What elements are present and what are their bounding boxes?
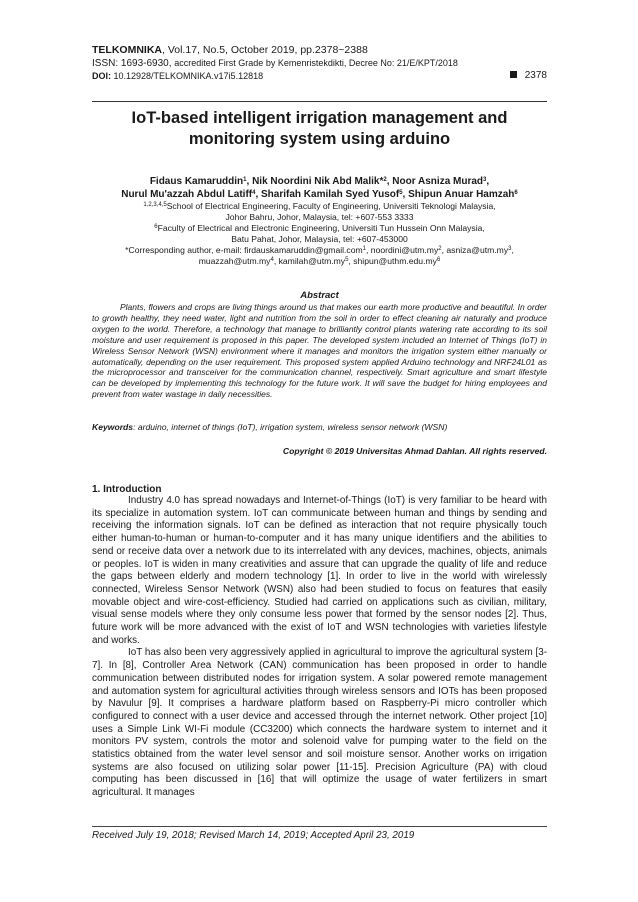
author-6: , Shipun Anuar Hamzah bbox=[402, 189, 515, 200]
author-6-sup: 6 bbox=[514, 190, 518, 196]
email-sup-3: 3 bbox=[508, 246, 512, 253]
abstract-text: Plants, flowers and crops are living things around us that makes our earth more productive and beautiful. In order to growth healthy, they need water, light and nutrition from the soil in order to effect cleaning air naturally and produce oxygen to the world. Therefore, a technology that manage to brilliantly control plants watering rate according to its soil moisture and user requirement is proposed in this paper. The developed system included an Internet of Things (IoT) in Wireless Sensor Network (WSN) environment where it manages and monitors the irrigation system either manually or automatically, depending on the user requirement. This proposed system applied Arduino technology and NRF24L01 as the microprocessor and transceiver for the communication channel, respectively. Smart agriculture and smart lifestyle can be developed by implementing this technology for the future work. It will save the budget for hiring employees and prevent from water wastage in daily necessities. bbox=[92, 302, 547, 400]
author-3: , Noor Asniza Murad bbox=[386, 176, 484, 187]
affiliation-1-line-1 bbox=[80, 201, 559, 212]
doi-label: DOI: bbox=[92, 71, 114, 81]
keywords bbox=[92, 422, 547, 433]
journal-name: TELKOMNIKA bbox=[92, 44, 162, 56]
author-list: Fidaus Kamaruddin$^1$, Nik Noordini Nik Abd Malik*$^2$, Noor Asniza Murad$^3$, Nurul Mu'azzah Abdul Latiff$^4$, Sharifah Kamilah Syed Yusof$^5$, Shipun Anuar Hamzah$^6$ bbox=[121, 176, 518, 200]
corresponding-email-5: , kamilah@utm.my bbox=[273, 256, 346, 267]
doi-line bbox=[92, 70, 547, 82]
introduction-body bbox=[92, 495, 547, 800]
abstract-heading: Abstract bbox=[300, 290, 339, 301]
email-separator: , bbox=[511, 245, 514, 256]
page-number-value: 2378 bbox=[524, 70, 547, 81]
affiliations bbox=[80, 201, 559, 268]
copyright-notice: Copyright © 2019 Universitas Ahmad Dahlan. All rights reserved. bbox=[282, 446, 547, 456]
corresponding-line-1 bbox=[80, 245, 559, 256]
issn: ISSN: 1693-6930, bbox=[92, 58, 175, 69]
journal-issue: , Vol.17, No.5, October 2019, pp.2378~2388 bbox=[162, 44, 368, 56]
author-1: Fidaus Kamaruddin bbox=[149, 176, 244, 187]
section-heading-introduction: 1. Introduction bbox=[92, 484, 162, 495]
author-5: , Sharifah Kamilah Syed Yusof bbox=[255, 189, 400, 200]
corresponding-email-1: *Corresponding author, e-mail: firdauskamaruddin@gmail.com bbox=[125, 245, 363, 256]
keywords-text: : arduino, internet of things (IoT), irrigation system, wireless sensor network (WSN) bbox=[133, 422, 448, 432]
corresponding-email-4: muazzah@utm.my bbox=[198, 256, 271, 267]
author-2-sup: 2 bbox=[383, 177, 387, 183]
affiliation-2-sup: 6 bbox=[154, 224, 158, 231]
header-divider bbox=[92, 101, 547, 102]
journal-citation-line bbox=[92, 44, 547, 57]
issn-line bbox=[92, 57, 547, 70]
affiliation-1-sup: 1,2,3,4,5 bbox=[143, 202, 167, 208]
author-5-sup: 5 bbox=[399, 190, 403, 196]
corresponding-email-6: , shipun@uthm.edu.my bbox=[348, 256, 437, 267]
introduction-paragraph-1: Industry 4.0 has spread nowadays and Internet-of-Things (IoT) is very familiar to be heard with its specialize in automation system. IoT can communicate between human and things by sending and receiving the information signals. IoT can be defined as interaction that not require physically touch either human-to-human or human-to-computer and it has many unique identifiers and the abilities to send or receive data over a network due to its interrelated with any devices, machines, objects, animals or peoples. IoT is widen in many creativities and assure that can upgrade the quality of life and reduce the gaps between elderly and modern technology [1]. In order to live in the world with wirelessly connected, Wireless Sensor Network (WSN) also had been studied to focus on features that easily movable object and wire-cost-efficiency. Studied had carried on applications such as civilian, military, visual sense models where they only consume less power that formed by the sensor nodes [2]. Thus, future work will be more advanced with the exist of IoT and WSN technologies with varieties lifestyle and works. bbox=[92, 495, 547, 646]
corresponding-email-2: , noordini@utm.my bbox=[366, 245, 439, 256]
email-sup-5: 5 bbox=[345, 257, 349, 264]
affiliation-2-line-2: Batu Pahat, Johor, Malaysia, tel: +607-453000 bbox=[231, 234, 408, 245]
corresponding-email-3: , asniza@utm.my bbox=[441, 245, 509, 256]
affiliation-2-text: Faculty of Electrical and Electronic Engineering, Universiti Tun Hussein Onn Malaysia, bbox=[157, 223, 485, 234]
received-dates: Received July 19, 2018; Revised March 14, 2019; Accepted April 23, 2019 bbox=[92, 830, 415, 841]
page-number bbox=[510, 70, 547, 82]
author-4: Nurul Mu'azzah Abdul Latiff bbox=[121, 189, 253, 200]
square-bullet-icon bbox=[510, 71, 517, 78]
affiliation-1-text: School of Electrical Engineering, Faculty of Engineering, Universiti Teknologi Malaysia, bbox=[166, 201, 496, 211]
journal-header bbox=[92, 44, 547, 82]
email-sup-2: 2 bbox=[438, 246, 442, 253]
affiliation-2-line-1 bbox=[80, 223, 559, 234]
doi-value: 10.12928/TELKOMNIKA.v17i5.12818 bbox=[113, 71, 264, 81]
corresponding-line-2 bbox=[80, 256, 559, 267]
email-sup-1: 1 bbox=[362, 246, 367, 253]
footer-divider bbox=[92, 826, 547, 827]
author-4-sup: 4 bbox=[252, 190, 256, 196]
author-1-sup: 1 bbox=[243, 177, 247, 183]
paper-title: IoT-based intelligent irrigation management and monitoring system using arduino bbox=[131, 109, 508, 148]
keywords-label: Keywords bbox=[92, 422, 134, 432]
email-sup-6: 6 bbox=[436, 257, 441, 264]
author-2: , Nik Noordini Nik Abd Malik* bbox=[246, 176, 384, 187]
accreditation: accredited First Grade by Kemenristekdikti, Decree No: 21/E/KPT/2018 bbox=[174, 58, 458, 68]
introduction-paragraph-2: IoT has also been very aggressively applied in agricultural to improve the agricultural system [3-7]. In [8], Controller Area Network (CAN) communication has been proposed in order to handle communication between distributed nodes for irrigation system. A solar powered remote management and automation system for agricultural activities through wireless sensors and IOTs has been proposed by Navulur [9]. It comprises a hardware platform based on Raspberry-Pi micro controller which configured to connect with a user device and accessed through the internet network. Other project [10] uses a Simple Link WI-Fi module (CC3200) which connects the hardware system to internet and it monitors PV system, controls the motor and solenoid valve for pumping water to the field on the statistics obtained from the water level sensor and soil moisture sensor. Another works on irrigation systems are also focused on utilizing solar power [11-15]. Precision Agriculture (PA) with cloud computing has been discussed in [16] that will optimize the usage of water fertilizers in smart agricultural. It manages bbox=[92, 647, 547, 799]
email-sup-4: 4 bbox=[270, 257, 274, 264]
affiliation-1-line-2: Johor Bahru, Johor, Malaysia, tel: +607-553 3333 bbox=[225, 212, 414, 223]
author-3-sup: 3 bbox=[483, 177, 487, 183]
